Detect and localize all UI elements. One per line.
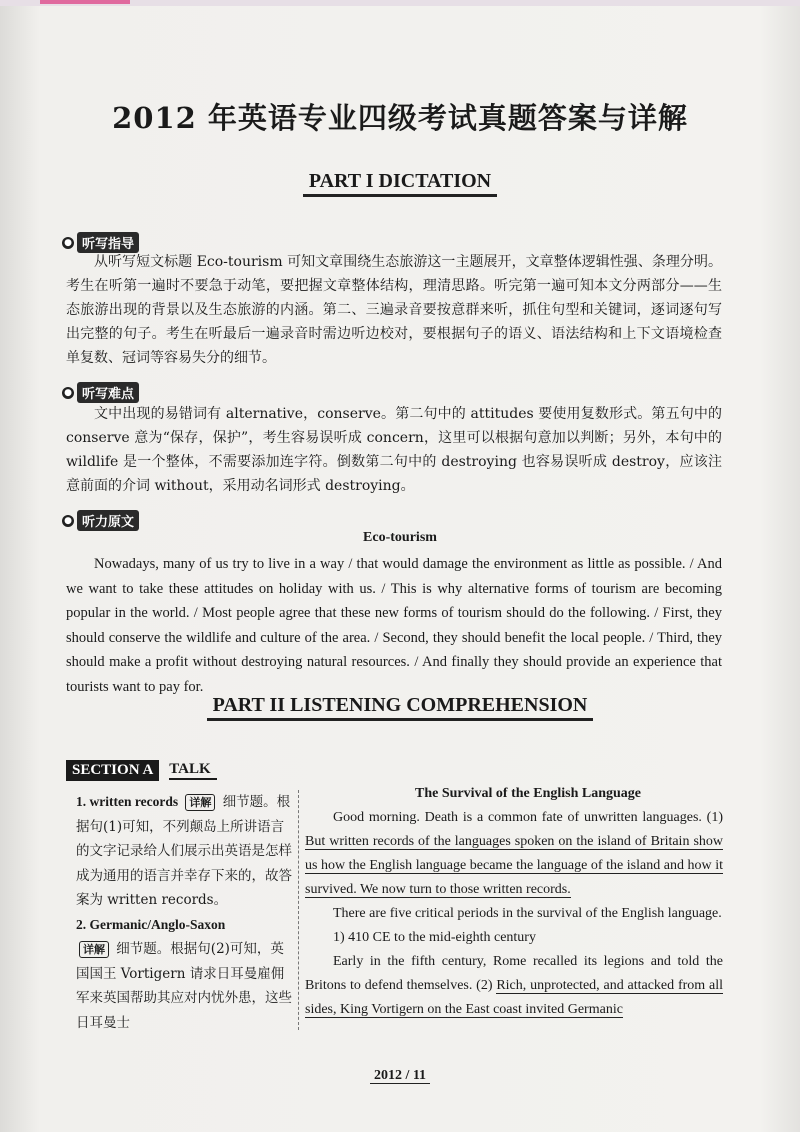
answer-2-head: 2. Germanic/Anglo-Saxon: [76, 916, 226, 932]
page-number-text: 2012 / 11: [370, 1068, 430, 1084]
part2-heading: [0, 694, 800, 717]
guide-paragraph: 从听写短文标题 Eco-tourism 可知文章围绕生态旅游这一主题展开，文章整体逻辑性强、条理分明。考生在听第一遍时不要急于动笔，要把握文章整体结构，理清思路。听完第一遍可知本文分两部分——生态旅游出现的背景以及生态旅游的内涵。第二、三遍录音要按意群来听，抓住句型和关键词，逐词逐句写出完整的句子。考生在听最后一遍录音时需边听边校对，要根据句子的语义、语法结构和上下文语境检查单复数、冠词等容易失分的细节。: [66, 254, 722, 366]
part2-heading-text: PART II LISTENING COMPREHENSION: [207, 694, 594, 721]
explain-badge: 详解: [79, 941, 109, 958]
pink-tab: [40, 0, 130, 4]
talk-p1-underlined: But written records of the languages spoken on the island of Britain show us how the English language became the language of the island and how it survived. We now turn to those written records.: [305, 834, 723, 897]
bullet-icon: ●: [62, 515, 74, 527]
talk-paragraph-1: [305, 806, 723, 902]
part1-heading-text: PART I DICTATION: [303, 170, 497, 197]
talk-p4-underlined: Rich, unprotected, and attacked from all sides, King Vortigern on the East coast invited Germanic: [305, 978, 723, 1017]
page-title: 2012 年英语专业四级考试真题答案与详解: [112, 101, 688, 135]
explain-badge: 详解: [185, 794, 215, 811]
difficulty-label: [62, 382, 139, 403]
page-number: [0, 1068, 800, 1084]
answer-item-2: [76, 913, 292, 1036]
section-box: SECTION A: [66, 760, 159, 781]
answer-1-head: 1. written records: [76, 794, 179, 809]
answer-2-explanation: 细节题。根据句(2)可知，英国国王 Vortigern 请求日耳曼雇佣军来英国帮助其应对内忧外患，这些日耳曼士: [76, 941, 292, 1031]
bullet-icon: ●: [62, 237, 74, 249]
dictation-text: Nowadays, many of us try to live in a way / that would damage the environment as little as possible. / And we want to take these attitudes on holiday with us. / This is why alternative forms of tourism are becoming popular in the world. / Most people agree that these new forms of tourism should do the following. / First, they should conserve the wildlife and culture of the area. / Second, they should benefit the local people. / Third, they should make a profit without destroying natural resources. / And finally they should provide an experience that tourists want to pay for.: [66, 556, 722, 695]
talk-p1-text: Good morning. Death is a common fate of unwritten languages. (1): [333, 810, 723, 825]
talk-title: The Survival of the English Language: [415, 786, 641, 801]
dictation-title: Eco-tourism: [363, 530, 437, 545]
difficulty-label-text: 听写难点: [77, 382, 139, 403]
answer-column: [76, 790, 292, 1035]
section-a-header: [66, 760, 217, 781]
guide-label-text: 听写指导: [77, 232, 139, 253]
talk-p4-text: Early in the fifth century, Rome recalled its legions and told the Britons to defend themselves. (2): [305, 954, 723, 993]
bullet-icon: ●: [62, 387, 74, 399]
original-label: [62, 510, 139, 531]
answer-item-1: [76, 790, 292, 913]
talk-paragraph-4: [305, 950, 723, 1022]
talk-paragraph-3: 1) 410 CE to the mid-eighth century: [333, 930, 536, 945]
column-divider: [298, 790, 300, 1030]
part1-heading: [0, 170, 800, 193]
answer-1-explanation: 细节题。根据句(1)可知，不列颠岛上所讲语言的文字记录给人们展示出英语是怎样成为通用的语言并幸存下来的，故答案为 written records。: [76, 794, 292, 908]
original-label-text: 听力原文: [77, 510, 139, 531]
difficulty-paragraph: 文中出现的易错词有 alternative，conserve。第二句中的 attitudes 要使用复数形式。第五句中的 conserve 意为“保存，保护”，考生容易误听成 concern，这里可以根据句意加以判断；另外，本句中的 wildlife 是一个整体，不需要添加连字符。倒数第二句中的 destroying 也容易误听成 destroy，应该注意前面的介词 without，采用动名词形式 destroying。: [66, 406, 722, 494]
talk-paragraph-2: There are five critical periods in the survival of the English language.: [333, 906, 722, 921]
section-name: TALK: [169, 761, 216, 780]
talk-column: [305, 782, 723, 1022]
